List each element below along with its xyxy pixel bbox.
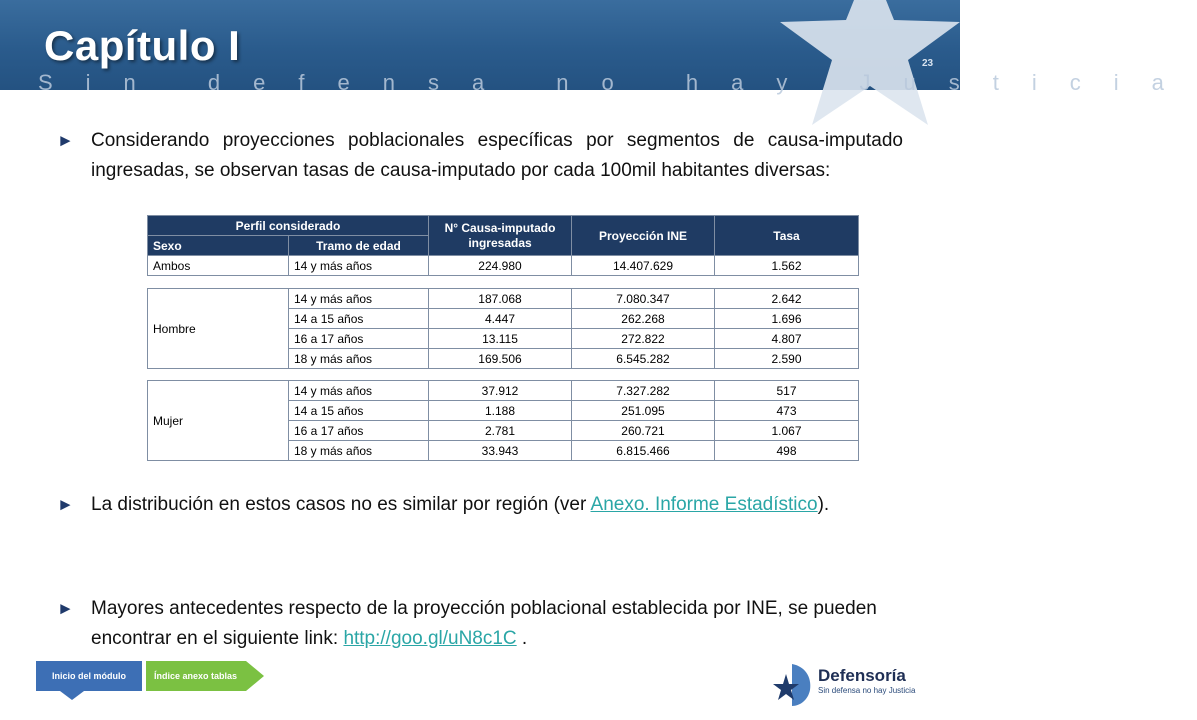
cell-tramo: 14 y más años [289,256,429,276]
data-table-hombre [147,288,859,369]
cell-causa: 37.912 [429,381,572,401]
header-tasa: Tasa [715,216,859,256]
cell-tasa: 473 [715,401,859,421]
cell-tasa: 2.590 [715,349,859,369]
bullet-2-post: ). [817,494,830,515]
cell-causa: 4.447 [429,309,572,329]
cell-proyeccion: 262.268 [572,309,715,329]
cell-tasa: 1.696 [715,309,859,329]
logo-tagline: Sin defensa no hay Justicia [818,686,916,695]
cell-proyeccion: 7.080.347 [572,289,715,309]
cell-tramo: 14 y más años [289,381,429,401]
bullet-1 [57,126,903,186]
bullet-2-text [91,490,903,520]
cell-tramo: 16 a 17 años [289,421,429,441]
bullet-2 [57,490,903,520]
cell-causa: 224.980 [429,256,572,276]
page-title: Capítulo I [44,22,241,69]
cell-tasa: 2.642 [715,289,859,309]
header-proyeccion: Proyección INE [572,216,715,256]
star-icon [770,0,970,130]
cell-tasa: 4.807 [715,329,859,349]
indice-button-arrow [246,661,264,691]
bullet-3-post: . [516,628,528,649]
cell-sexo-group: Hombre [148,289,289,369]
header-causa: N° Causa-imputado ingresadas [429,216,572,256]
bullet-2-pre: La distribución en estos casos no es similar por región (ver [91,494,591,515]
arrow-bullet-icon: ► [57,599,74,618]
arrow-bullet-icon: ► [57,131,74,150]
cell-proyeccion: 6.815.466 [572,441,715,461]
page-subtitle: Sin defensa no hay Justicia [38,70,1197,95]
cell-tasa: 1.562 [715,256,859,276]
cell-proyeccion: 260.721 [572,421,715,441]
cell-proyeccion: 272.822 [572,329,715,349]
cell-proyeccion: 7.327.282 [572,381,715,401]
bullet-3 [57,594,903,654]
cell-tramo: 14 y más años [289,289,429,309]
cell-causa: 169.506 [429,349,572,369]
cell-tramo: 18 y más años [289,441,429,461]
arrow-bullet-icon: ► [57,495,74,514]
defensoria-logo-icon [770,662,814,708]
inicio-button-tip [60,691,84,700]
cell-proyeccion: 251.095 [572,401,715,421]
table-row [148,289,859,309]
cell-tramo: 14 a 15 años [289,401,429,421]
header-perfil: Perfil considerado [148,216,429,236]
cell-causa: 33.943 [429,441,572,461]
cell-causa: 187.068 [429,289,572,309]
table-row [148,256,859,276]
header-tramo: Tramo de edad [289,236,429,256]
table-row [148,381,859,401]
bullet-1-text: Considerando proyecciones poblacionales específicas por segmentos de causa-imputado ingresadas, se observan tasas de causa-imputado por cada 100mil habitantes diversas: [91,130,903,181]
page-number: 23 [922,58,934,69]
cell-causa: 13.115 [429,329,572,349]
data-table-mujer [147,380,859,461]
cell-tramo: 18 y más años [289,349,429,369]
cell-proyeccion: 6.545.282 [572,349,715,369]
inicio-modulo-button[interactable]: Inicio del módulo [36,661,142,691]
logo-name: Defensoría [818,666,906,685]
bullet-3-text [91,594,903,654]
header-banner [0,0,1197,95]
bullet-3-pre: Mayores antecedentes respecto de la proyección poblacional establecida por INE, se pueden encontrar en el siguiente link: [91,598,877,649]
data-table-ambos [147,215,859,276]
cell-sexo: Ambos [148,256,289,276]
anexo-informe-link[interactable]: Anexo. Informe Estadístico [590,494,818,515]
cell-proyeccion: 14.407.629 [572,256,715,276]
header-sexo: Sexo [148,236,289,256]
ine-url-link[interactable]: http://goo.gl/uN8c1C [343,628,517,649]
cell-causa: 1.188 [429,401,572,421]
cell-sexo-group: Mujer [148,381,289,461]
cell-tramo: 14 a 15 años [289,309,429,329]
cell-tasa: 1.067 [715,421,859,441]
cell-tramo: 16 a 17 años [289,329,429,349]
cell-tasa: 517 [715,381,859,401]
cell-tasa: 498 [715,441,859,461]
indice-anexo-button[interactable]: Índice anexo tablas [146,661,246,691]
cell-causa: 2.781 [429,421,572,441]
